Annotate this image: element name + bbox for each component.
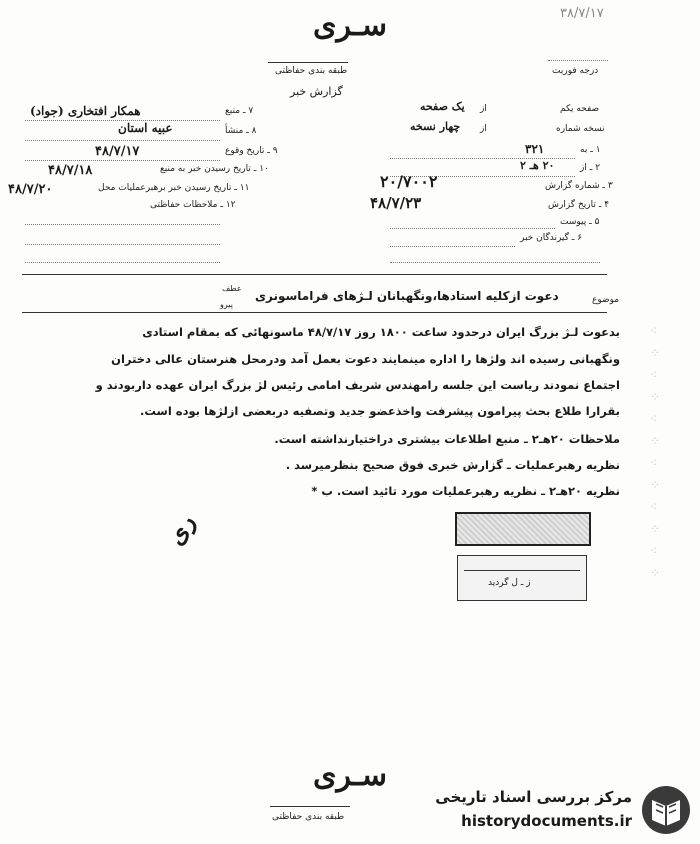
subject-text: دعوت ازکلیه استادها،ونگهبانان لـژهای فراماسونری <box>255 289 559 303</box>
field-notes-label: ۱۲ ـ ملاحظات حفاظتی <box>150 200 236 210</box>
margin-speckle: ⁖ ⁘ ⁖ ⁘ ⁖ ⁘ ⁖ ⁘ ⁖ ⁘ ⁖ ⁘ <box>650 324 661 580</box>
notes-line-3 <box>25 262 220 263</box>
page-count-value: یک صفحه <box>420 100 465 113</box>
to-label: ۱ ـ به <box>580 145 601 155</box>
body-line-2: ونگهبانی رسیده اند ولژها را اداره مینمایند دعوت بعمل آمد ودرمحل هنرستان عالی دختران <box>111 352 620 366</box>
body-line-7: نظریه ۲۰هـ۲ ـ نظریه رهبرعملیات مورد تائید است. ب * <box>311 484 620 498</box>
header-divider <box>268 62 348 63</box>
field-date-line <box>25 160 220 161</box>
secret-header: سـری <box>313 8 387 43</box>
field-received-ops-value: ۴۸/۷/۲۰ <box>8 182 53 197</box>
notes-line-2 <box>25 244 220 245</box>
field-source-value: همکار افتخاری (جواد) <box>30 104 141 118</box>
notes-line-1 <box>25 224 220 225</box>
stamp-box <box>457 555 587 601</box>
handwritten-initials: ری <box>160 509 201 550</box>
corner-number: ۳۸/۷/۱۷ <box>560 6 604 21</box>
page-count-label: صفحه یکم <box>560 104 600 114</box>
field-origin-label: ۸ ـ منشأ <box>225 126 257 136</box>
subject-ref-top: عطف <box>222 284 242 293</box>
report-date-label: ۴ ـ تاریخ گزارش <box>548 200 610 210</box>
attachment-label: ۵ ـ پیوست <box>560 217 600 227</box>
stamp-text: ز ـ ل گردید <box>488 578 531 588</box>
subject-divider <box>22 312 607 313</box>
from-label: ۲ ـ از <box>580 163 601 173</box>
to-value: ۳۲۱ <box>525 142 545 156</box>
field-received-value: ۴۸/۷/۱۸ <box>48 163 93 178</box>
subject-label: موضوع <box>592 295 620 305</box>
secret-footer: سـری <box>313 758 387 793</box>
recipients-line-1 <box>390 246 515 247</box>
subject-ref-bottom: پیرو <box>220 300 233 309</box>
copy-number-label: نسخه شماره <box>556 124 605 134</box>
body-line-6: نظریه رهبرعملیات ـ گزارش خبری فوق صحیح بنظرمیرسد . <box>285 458 620 472</box>
report-date-value: ۴۸/۷/۲۳ <box>370 194 422 212</box>
copy-number-value: چهار نسخه <box>410 120 461 133</box>
logo-title: مرکز بررسی اسناد تاریخی <box>435 788 632 806</box>
field-origin-line <box>25 140 220 141</box>
field-received-label: ۱۰ ـ تاریخ رسیدن خبر به منبع <box>160 164 269 174</box>
page-count-of: از <box>480 104 487 114</box>
copy-number-of: از <box>480 124 487 134</box>
body-line-1: بدعوت لـژ بزرگ ایران درحدود ساعت ۱۸۰۰ روز ۴۸/۷/۱۷ ماسونهائی که بمقام استادی <box>142 325 620 339</box>
archive-logo <box>408 780 698 840</box>
body-line-3: اجتماع نمودند ریاست این جلسه رامهندس شریف امامی رئیس لژ بزرگ ایران عهده داربودند و <box>95 378 620 392</box>
body-line-4: بقرارا طلاع بحث پیرامون پیشرفت واخذعضو جدید وتصفیه دربعضی ازلژها بوده است. <box>139 404 620 418</box>
classification-label-bottom: طبقه بندی حفاظتی <box>272 812 345 822</box>
footer-divider <box>270 806 350 807</box>
classification-label-top: طبقه بندی حفاظتی <box>275 66 348 76</box>
report-title: گزارش خبر <box>290 85 343 98</box>
field-date-value: ۴۸/۷/۱۷ <box>95 144 140 159</box>
report-number-label: ۳ ـ شماره گزارش <box>545 181 613 191</box>
logo-url: historydocuments.ir <box>461 812 632 830</box>
priority-line <box>548 60 608 61</box>
field-source-label: ۷ ـ منبع <box>225 106 254 116</box>
attachment-line <box>390 228 555 229</box>
field-date-label: ۹ ـ تاریخ وقوع <box>225 146 278 156</box>
section-divider <box>22 274 607 275</box>
book-icon <box>640 784 692 836</box>
priority-label: درجه فوریت <box>552 66 599 76</box>
recipients-line-2 <box>390 262 600 263</box>
from-value: ۲۰ هـ ۲ <box>520 159 555 172</box>
field-origin-scribble: عبیه استان <box>118 121 173 135</box>
classified-stamp <box>455 512 591 546</box>
body-line-5: ملاحظات ۲۰هـ۲ ـ منبع اطلاعات بیشتری دراختیارنداشته است. <box>274 432 620 446</box>
field-received-ops-label: ۱۱ ـ تاریخ رسیدن خبر برهبرعملیات محل <box>98 183 250 193</box>
report-number-value: ۲۰/۷۰۰۲ <box>380 172 438 191</box>
recipients-label: ۶ ـ گیرندگان خبر <box>520 233 583 243</box>
